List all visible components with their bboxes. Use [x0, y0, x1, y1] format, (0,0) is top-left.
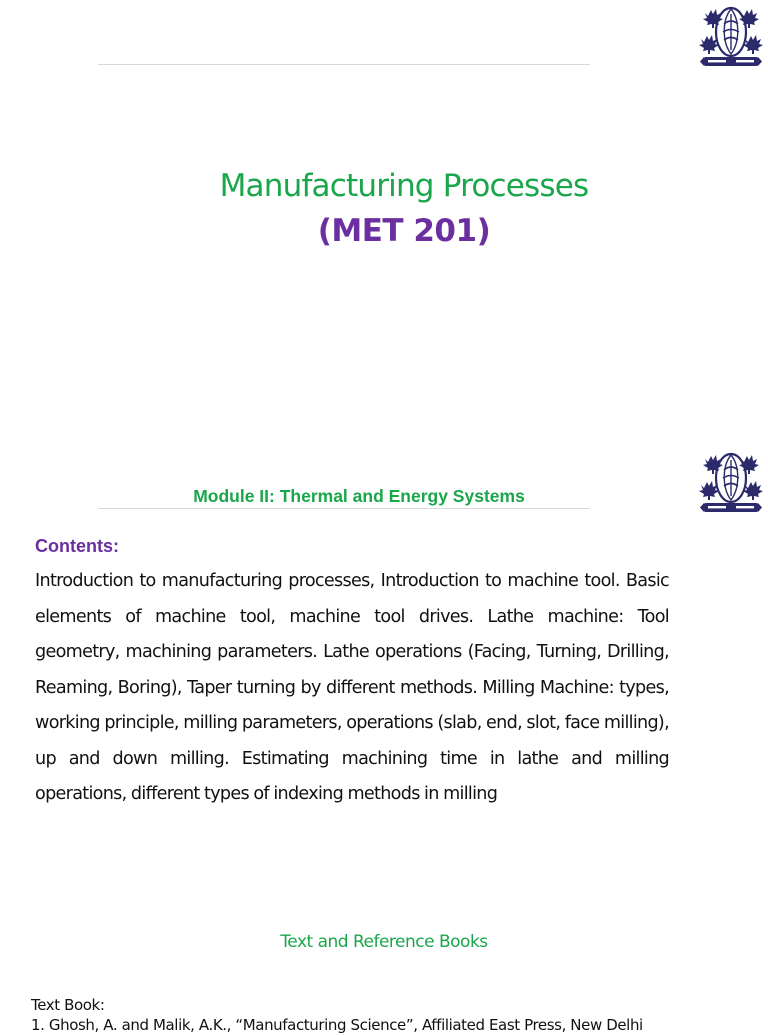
contents-label: Contents:	[35, 536, 119, 556]
header-divider	[98, 64, 590, 65]
contents-slide	[0, 440, 768, 1034]
module-title: Module II: Thermal and Energy Systems	[193, 486, 525, 506]
course-code: (MET 201)	[317, 213, 491, 249]
textbook-label: Text Book:	[31, 996, 105, 1014]
course-title: Manufacturing Processes	[219, 168, 589, 204]
title-slide	[0, 0, 768, 440]
header-divider	[98, 508, 590, 509]
books-heading: Text and Reference Books	[280, 932, 488, 952]
university-crest-icon	[698, 448, 764, 518]
reference-item: 1. Ghosh, A. and Malik, A.K., “Manufacturing Science”, Affiliated East Press, New Delhi	[31, 1016, 643, 1034]
university-crest-icon	[698, 2, 764, 72]
contents-paragraph: Introduction to manufacturing processes, Introduction to machine tool. Basic elements of machine tool, machine tool drives. Lathe machine: Tool geometry, machining parameters. Lathe operations (Facing, Turning, Drilling, Reaming, Boring), Taper turning by different methods. Milling Machine: types, working principle, milling parameters, operations (slab, end, slot, face milling), up and down milling. Estimating machining time in lathe and milling operations, different types of indexing methods in milling	[35, 571, 669, 804]
